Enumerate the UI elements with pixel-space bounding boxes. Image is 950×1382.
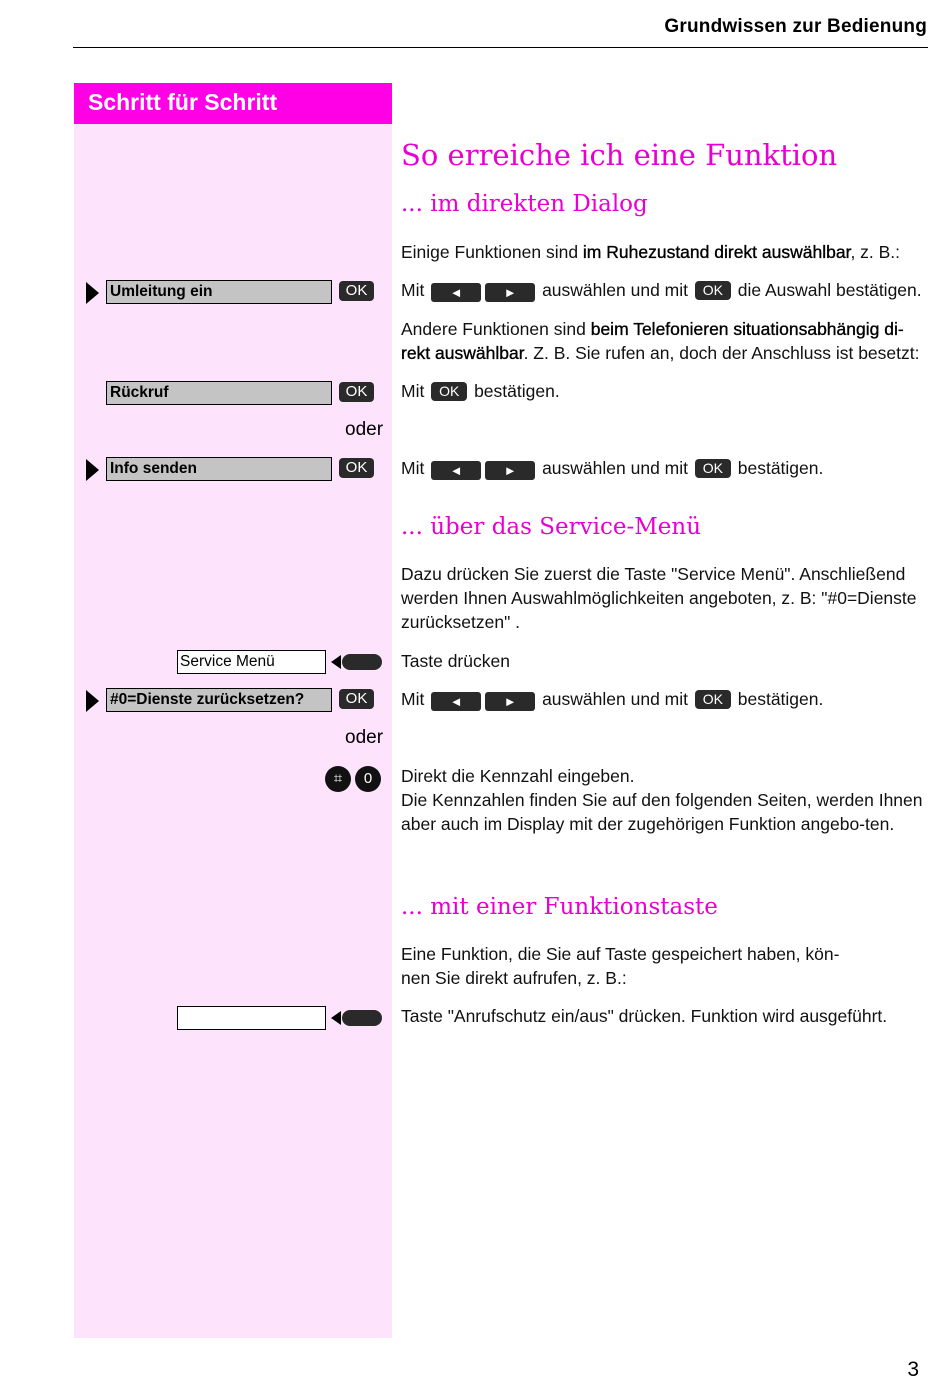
emphasis: im Ruhezustand direkt auswählbar: [582, 242, 851, 262]
text: bestätigen.: [737, 689, 824, 709]
sidebar-title: Schritt für Schritt: [88, 89, 278, 115]
paragraph-direct-code: [401, 764, 929, 836]
text: Mit: [401, 458, 425, 478]
emphasis: rekt auswählbar: [401, 343, 524, 363]
ok-key-icon: OK: [695, 690, 731, 709]
paragraph-do-not-disturb: Taste "Anrufschutz ein/aus" drücken. Funktion wird ausgeführt.: [401, 1006, 888, 1026]
selection-pointer-icon: [86, 282, 99, 304]
text: Eine Funktion, die Sie auf Taste gespeichert haben, kön-: [401, 944, 840, 964]
selection-pointer-icon: [86, 690, 99, 712]
blank-function-key-label: [177, 1006, 326, 1030]
ok-key-icon: OK: [695, 459, 731, 478]
paragraph-service-menu: Dazu drücken Sie zuerst die Taste "Service Menü". Anschließend werden Ihnen Auswahlmöglichkeiten angeboten, z. B: "#0=Dienste zurücksetzen" .: [401, 564, 917, 632]
display-umleitung-ein: Umleitung ein: [106, 280, 332, 304]
ok-key-icon: OK: [339, 382, 374, 402]
or-label: oder: [345, 419, 384, 440]
section-heading-direct-dialog: ... im direkten Dialog: [401, 191, 648, 217]
paragraph-press-key: Taste drücken: [401, 651, 510, 671]
text: die Auswahl bestätigen.: [737, 280, 922, 300]
paragraph-call-functions: [401, 317, 931, 365]
text: Mit: [401, 280, 425, 300]
emphasis: beim Telefonieren situationsabhängig di-: [590, 319, 904, 339]
text: auswählen und mit: [542, 458, 688, 478]
ok-key-icon: OK: [339, 689, 374, 709]
text: Mit: [401, 381, 425, 401]
function-key-icon: [342, 654, 382, 670]
right-arrow-key-icon: ►: [485, 461, 535, 480]
page-title: So erreiche ich eine Funktion: [401, 138, 838, 172]
or-label: oder: [345, 727, 384, 748]
hash-key-icon: ⌗: [325, 766, 351, 792]
right-arrow-key-icon: ►: [485, 283, 535, 302]
ok-key-icon: OK: [339, 458, 374, 478]
text: Die Kennzahlen finden Sie auf den folgenden Seiten, werden Ihnen aber auch im Display mit der zugehörigen Funktion angebo-ten.: [401, 790, 923, 834]
key-pointer-icon: [331, 1011, 341, 1025]
display-dienste-zuruecksetzen: #0=Dienste zurücksetzen?: [106, 688, 332, 712]
paragraph-function-key: [401, 942, 931, 990]
ok-key-icon: OK: [695, 281, 731, 300]
text: bestätigen.: [474, 381, 560, 401]
text: Andere Funktionen sind: [401, 319, 591, 339]
left-arrow-key-icon: ◄: [431, 461, 481, 480]
text: nen Sie direkt aufrufen, z. B.:: [401, 968, 627, 988]
function-key-icon: [342, 1010, 382, 1026]
paragraph-select-confirm: [401, 278, 931, 302]
zero-key-icon: 0: [355, 766, 381, 792]
page-header-title: Grundwissen zur Bedienung: [664, 16, 927, 37]
selection-pointer-icon: [86, 459, 99, 481]
text: . Z. B. Sie rufen an, doch der Anschluss ist besetzt:: [523, 343, 920, 363]
key-pointer-icon: [331, 655, 341, 669]
text: auswählen und mit: [542, 689, 688, 709]
text: , z. B.:: [850, 242, 901, 262]
text: auswählen und mit: [542, 280, 688, 300]
ok-key-icon: OK: [431, 382, 467, 401]
paragraph-select-confirm-3: [401, 687, 931, 711]
text: Direkt die Kennzahl eingeben.: [401, 766, 635, 786]
display-info-senden: Info senden: [106, 457, 332, 481]
section-heading-service-menu: ... über das Service-Menü: [401, 514, 702, 540]
service-menu-key-label: Service Menü: [177, 650, 326, 674]
paragraph-confirm: [401, 379, 931, 403]
page-number: 3: [907, 1358, 919, 1381]
section-heading-function-key: ... mit einer Funktionstaste: [401, 894, 718, 920]
header-divider: [73, 47, 928, 48]
text: bestätigen.: [737, 458, 824, 478]
paragraph-select-confirm-2: [401, 456, 931, 480]
text: Mit: [401, 689, 425, 709]
right-arrow-key-icon: ►: [485, 692, 535, 711]
display-rueckruf: Rückruf: [106, 381, 332, 405]
ok-key-icon: OK: [339, 281, 374, 301]
text: Einige Funktionen sind: [401, 242, 583, 262]
left-arrow-key-icon: ◄: [431, 692, 481, 711]
left-arrow-key-icon: ◄: [431, 283, 481, 302]
paragraph-idle-functions: [401, 240, 931, 264]
